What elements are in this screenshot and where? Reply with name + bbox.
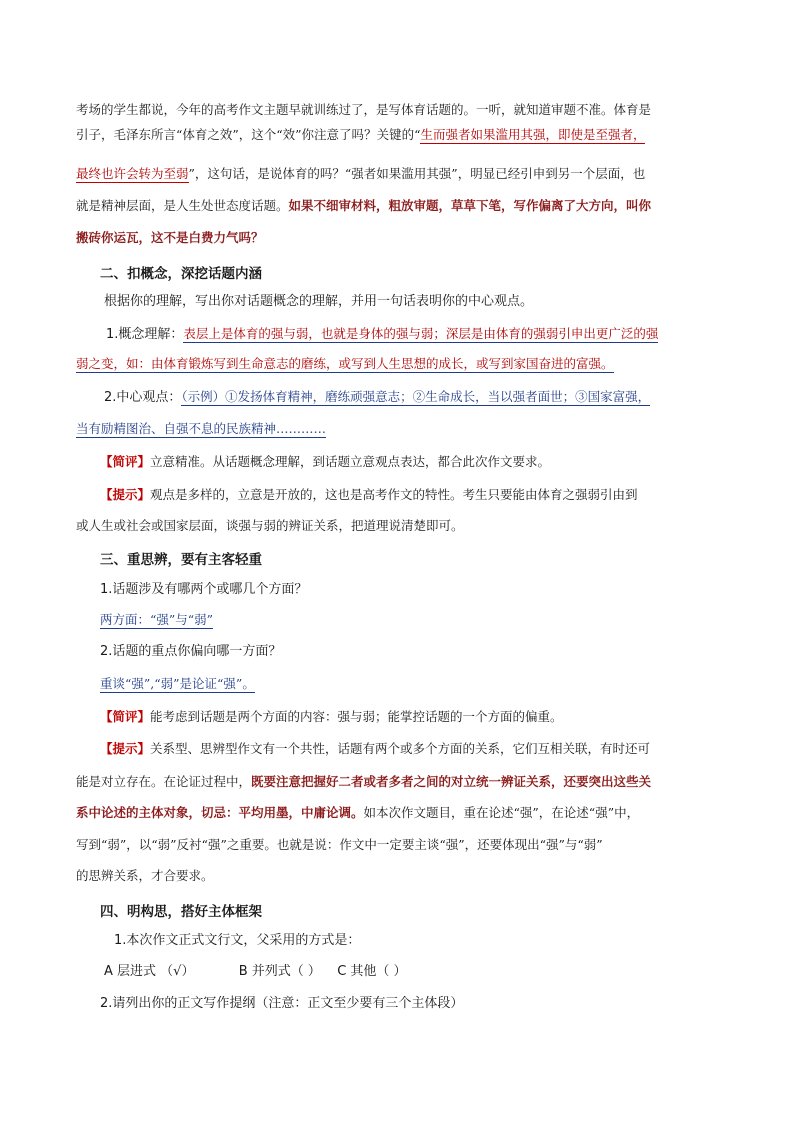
text: 引子，毛泽东所言“体育之效”，这个“效”你注意了吗？关键的“ <box>76 127 421 142</box>
tip-tag: 【提示】 <box>100 741 151 756</box>
review-line <box>100 452 550 472</box>
answer-line <box>76 354 614 374</box>
emphasis-text: 系中论述的主体对象，切忌：平均用墨，中庸论调。 <box>76 805 364 820</box>
text: 关系型、思辨型作文有一个共性，话题有两个或多个方面的关系，它们互相关联，有时还可 <box>150 741 651 756</box>
text: 的思辨关系，才合要求。 <box>76 868 214 883</box>
answer-text: 重谈“强”,“弱”是论证“强”。 <box>100 676 255 691</box>
underlined-quote: 生而强者如果滥用其强，即使是至强者， <box>420 127 646 142</box>
section-heading: 三、重思辨，要有主客轻重 <box>100 552 262 568</box>
text: 立意精准。从话题概念理解，到话题立意观点表达，都合此次作文要求。 <box>150 454 551 469</box>
paragraph-line <box>76 196 651 216</box>
answer-text: 弱之变，如：由体育锻炼写到生命意志的磨练，或写到人生思想的成长，或写到家国奋进的富强。 <box>76 356 614 371</box>
paragraph-line <box>76 164 645 184</box>
tip-line <box>76 866 214 886</box>
options-row <box>104 962 407 982</box>
text: 能考虑到话题是两个方面的内容：强与弱；能掌控话题的一个方面的偏重。 <box>150 709 563 724</box>
tip-line <box>76 516 464 536</box>
text: 或人生或社会或国家层面，谈强与弱的辨证关系，把道理说清楚即可。 <box>76 518 464 533</box>
question-text: 1.话题涉及有哪两个或哪几个方面？ <box>100 582 308 597</box>
question-text: 2.话题的重点你偏向哪一方面？ <box>100 644 282 659</box>
tip-line <box>76 772 651 792</box>
question-text: 2.请列出你的正文写作提纲（注意：正文至少要有三个主体段） <box>100 996 464 1011</box>
answer-line <box>100 674 255 694</box>
text: 就是精神层面，是人生处世态度话题。 <box>76 198 289 213</box>
text: 写到“弱”，以“弱”反衬“强”之重要。也就是说：作文中一定要主谈“强”，还要体现出“强”与“弱” <box>76 837 603 852</box>
text: 考场的学生都说，今年的高考作文主题早就训练过了，是写体育话题的。一听，就知道审题不准。体育是 <box>76 102 652 117</box>
answer-line <box>106 324 658 345</box>
answer-text: 两方面：“强”与“弱” <box>100 612 214 627</box>
tip-tag: 【提示】 <box>100 487 151 502</box>
answer-text: 当有励精图治、自强不息的民族精神………… <box>76 421 327 436</box>
instruction-text: 根据你的理解，写出你对话题概念的理解，并用一句话表明你的中心观点。 <box>104 294 534 309</box>
answer-text: 表层上是体育的强与弱，也就是身体的强与弱；深层是由体育的强弱引申出更广泛的强 <box>183 326 659 341</box>
label: 2.中心观点： <box>104 390 182 405</box>
emphasis-text: 既要注意把握好二者或者多者之间的对立统一辨证关系，还要突出这些关 <box>251 774 652 789</box>
review-tag: 【简评】 <box>100 709 151 724</box>
text: 能是对立存在。在论证过程中， <box>76 774 252 789</box>
emphasis-text: 如果不细审材料，粗放审题，草草下笔，写作偏离了大方向，叫你 <box>288 198 652 213</box>
review-line <box>100 707 563 727</box>
answer-text: （示例）①发扬体育精神，磨练顽强意志；②生命成长，当以强者面世；③国家富强， <box>181 389 651 404</box>
paragraph-line <box>76 125 645 145</box>
section-heading: 四、明构思，搭好主体框架 <box>100 904 262 920</box>
label: 1.概念理解： <box>106 327 184 342</box>
question-text: 1.本次作文正式文行文，父采用的方式是： <box>114 933 361 948</box>
section-heading: 二、扣概念，深挖话题内涵 <box>100 266 262 282</box>
option-c: C 其他（ ） <box>337 964 407 979</box>
tip-line <box>100 739 650 759</box>
paragraph-line <box>76 100 651 120</box>
underlined-quote: 最终也许会转为至弱 <box>76 166 189 181</box>
tip-line <box>100 485 638 505</box>
paragraph-line <box>76 228 264 248</box>
answer-line <box>104 387 650 408</box>
option-b: B 并列式（ ） <box>238 964 321 979</box>
tip-line <box>76 835 603 855</box>
review-tag: 【简评】 <box>100 454 151 469</box>
answer-line <box>100 610 213 630</box>
text: ”，这句话，是说体育的吗？“强者如果滥用其强”，明显已经引申到另一个层面，也 <box>188 166 646 181</box>
answer-line <box>76 419 326 439</box>
tip-line <box>76 803 639 823</box>
text: 观点是多样的，立意是开放的，这也是高考作文的特性。考生只要能由体育之强弱引由到 <box>150 487 638 502</box>
option-a: A 层进式 （√） <box>104 964 195 979</box>
emphasis-text: 搬砖你运瓦，这不是白费力气吗？ <box>76 230 264 245</box>
text: 如本次作文题目，重在论述“强”，在论述“强”中， <box>363 805 640 820</box>
